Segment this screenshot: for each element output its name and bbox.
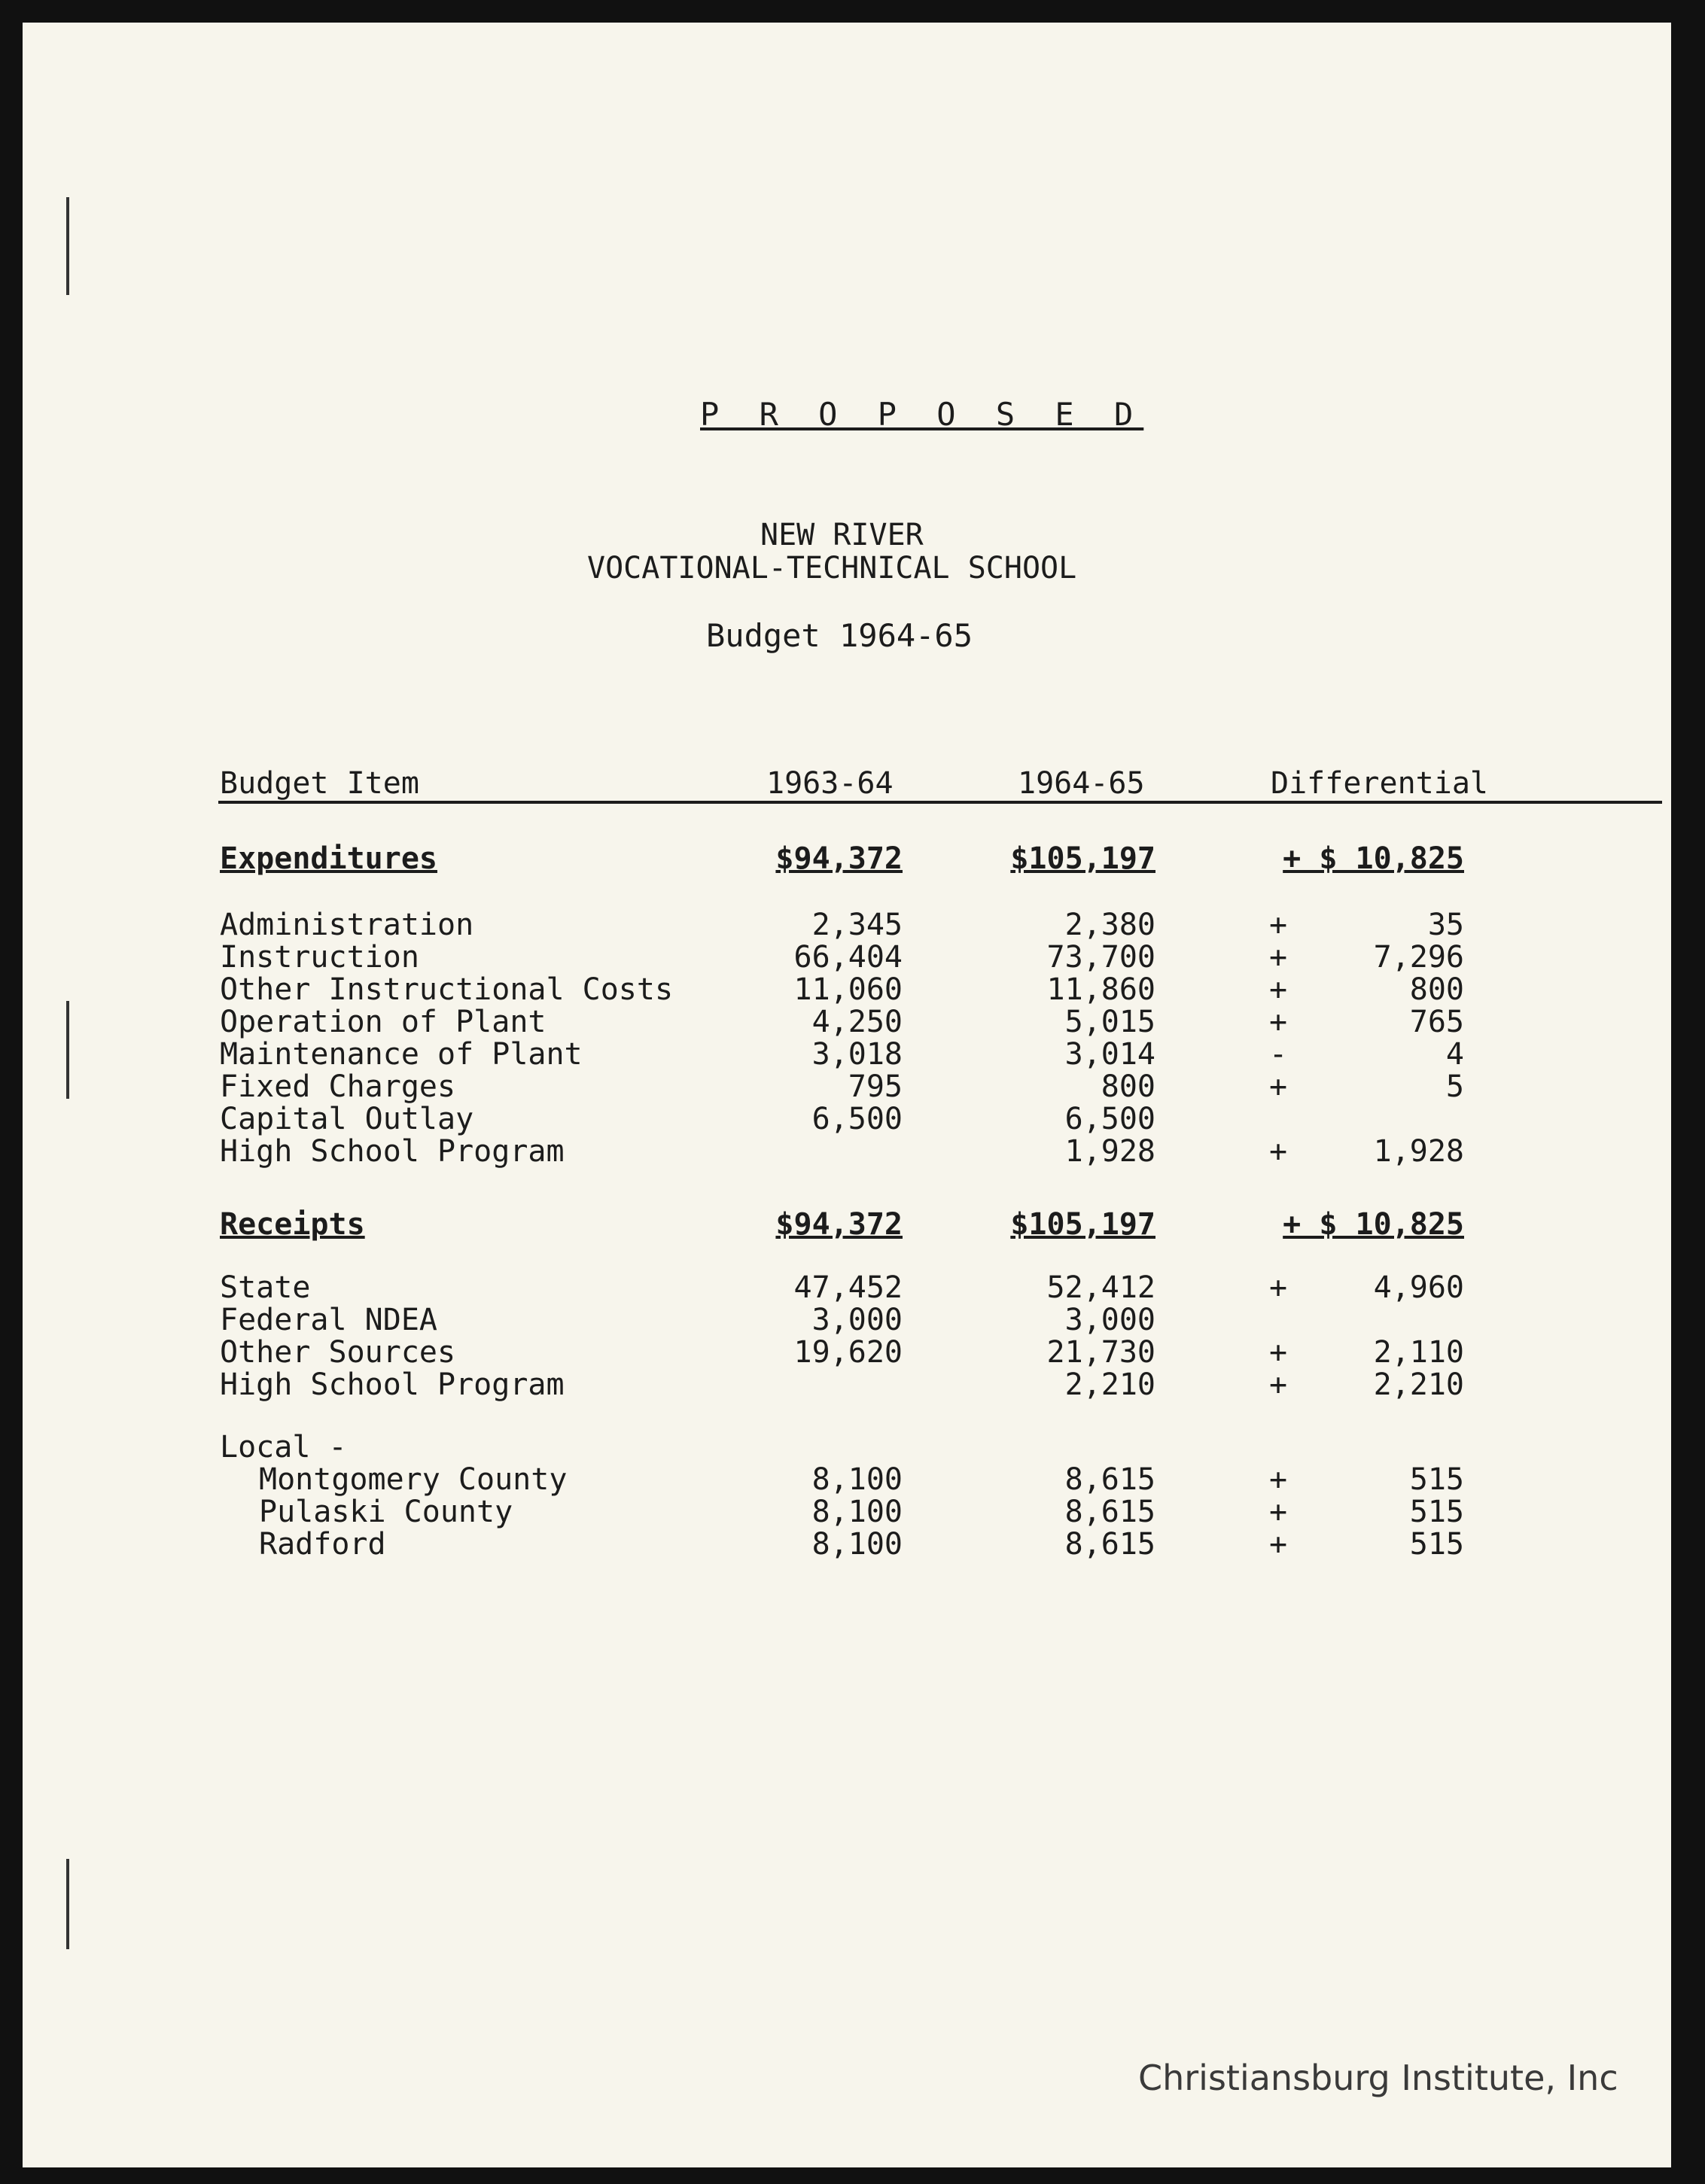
value-differential: + $ 10,825: [1283, 1207, 1464, 1242]
table-row: [0, 1430, 1705, 1463]
column-header-differential: Differential: [1271, 766, 1488, 801]
table-row: [0, 940, 1705, 973]
value-1964: $105,197: [1010, 1207, 1155, 1242]
value-1963: 11,060: [793, 972, 903, 1007]
table-row: [0, 1270, 1705, 1303]
value-differential: 5: [1445, 1069, 1464, 1104]
value-differential: 765: [1409, 1005, 1464, 1039]
item-label: Other Sources: [220, 1335, 456, 1370]
value-differential: 7,296: [1373, 940, 1464, 975]
table-row: [0, 1367, 1705, 1401]
value-1963: 19,620: [793, 1335, 903, 1370]
item-label: High School Program: [220, 1134, 565, 1169]
diff-sign: +: [1269, 908, 1288, 942]
table-row: [0, 841, 1705, 875]
item-label: Fixed Charges: [220, 1069, 456, 1104]
local-label: Local -: [220, 1430, 347, 1465]
watermark: Christiansburg Institute, Inc: [1138, 2058, 1618, 2098]
table-row: [0, 1102, 1705, 1135]
value-1964: 800: [1101, 1069, 1155, 1104]
value-differential: 800: [1409, 972, 1464, 1007]
table-row: [0, 1005, 1705, 1038]
value-1963: 3,018: [811, 1037, 903, 1072]
value-1963: $94,372: [775, 841, 903, 876]
document-title: P R O P O S E D: [700, 396, 1144, 433]
item-label: Other Instructional Costs: [220, 972, 674, 1007]
item-label: Pulaski County: [259, 1495, 513, 1529]
table-row: [0, 1037, 1705, 1070]
table-row: [0, 1303, 1705, 1336]
value-differential: 515: [1409, 1462, 1464, 1497]
item-label: Operation of Plant: [220, 1005, 547, 1039]
table-row: [0, 1335, 1705, 1368]
value-differential: 1,928: [1373, 1134, 1464, 1169]
table-row: [0, 908, 1705, 941]
value-1964: 8,615: [1064, 1495, 1155, 1529]
header-rule: [218, 801, 1662, 804]
section-label: Expenditures: [220, 841, 437, 876]
value-1964: 5,015: [1064, 1005, 1155, 1039]
value-1963: 795: [848, 1069, 903, 1104]
value-differential: 515: [1409, 1527, 1464, 1562]
diff-sign: +: [1269, 940, 1288, 975]
staple-mark: [66, 1859, 69, 1949]
column-header-1963: 1963-64: [766, 766, 894, 801]
column-header-item: Budget Item: [220, 766, 419, 801]
item-label: Federal NDEA: [220, 1303, 437, 1337]
table-row: [0, 1462, 1705, 1495]
org-name-line1: NEW RIVER: [760, 518, 924, 552]
value-1964: 6,500: [1064, 1102, 1155, 1136]
table-row: [0, 1495, 1705, 1528]
diff-sign: +: [1269, 1367, 1288, 1402]
diff-sign: +: [1269, 1134, 1288, 1169]
budget-title: Budget 1964-65: [706, 617, 973, 654]
value-differential: 4: [1445, 1037, 1464, 1072]
diff-sign: +: [1269, 1527, 1288, 1562]
item-label: Radford: [259, 1527, 386, 1562]
item-label: Capital Outlay: [220, 1102, 474, 1136]
value-1964: 11,860: [1046, 972, 1155, 1007]
value-1964: 3,000: [1064, 1303, 1155, 1337]
value-1963: $94,372: [775, 1207, 903, 1242]
value-1963: 8,100: [811, 1462, 903, 1497]
org-name-line2: VOCATIONAL-TECHNICAL SCHOOL: [587, 551, 1077, 586]
item-label: Administration: [220, 908, 474, 942]
diff-sign: +: [1269, 1069, 1288, 1104]
value-1963: 4,250: [811, 1005, 903, 1039]
value-1964: 73,700: [1046, 940, 1155, 975]
staple-mark: [66, 197, 69, 295]
value-1964: 1,928: [1064, 1134, 1155, 1169]
diff-sign: +: [1269, 1270, 1288, 1305]
value-1963: 3,000: [811, 1303, 903, 1337]
table-row: [0, 1069, 1705, 1103]
value-1964: 3,014: [1064, 1037, 1155, 1072]
item-label: Montgomery County: [259, 1462, 568, 1497]
value-1964: 8,615: [1064, 1527, 1155, 1562]
diff-sign: +: [1269, 1335, 1288, 1370]
table-row: [0, 1134, 1705, 1167]
value-1964: 2,380: [1064, 908, 1155, 942]
diff-sign: +: [1269, 1462, 1288, 1497]
table-row: [0, 972, 1705, 1005]
value-differential: 2,210: [1373, 1367, 1464, 1402]
value-1963: 2,345: [811, 908, 903, 942]
value-1963: 66,404: [793, 940, 903, 975]
column-header-1964: 1964-65: [1018, 766, 1145, 801]
value-1964: 21,730: [1046, 1335, 1155, 1370]
item-label: Maintenance of Plant: [220, 1037, 583, 1072]
table-row: [0, 1207, 1705, 1240]
value-1963: 47,452: [793, 1270, 903, 1305]
value-1963: 8,100: [811, 1527, 903, 1562]
diff-sign: +: [1269, 1005, 1288, 1039]
diff-sign: -: [1269, 1037, 1288, 1072]
value-1964: 2,210: [1064, 1367, 1155, 1402]
diff-sign: +: [1269, 972, 1288, 1007]
diff-sign: +: [1269, 1495, 1288, 1529]
value-1963: 6,500: [811, 1102, 903, 1136]
value-differential: + $ 10,825: [1283, 841, 1464, 876]
value-differential: 35: [1427, 908, 1464, 942]
value-1964: $105,197: [1010, 841, 1155, 876]
value-differential: 2,110: [1373, 1335, 1464, 1370]
value-1963: 8,100: [811, 1495, 903, 1529]
value-differential: 515: [1409, 1495, 1464, 1529]
item-label: High School Program: [220, 1367, 565, 1402]
item-label: Instruction: [220, 940, 419, 975]
value-differential: 4,960: [1373, 1270, 1464, 1305]
section-label: Receipts: [220, 1207, 365, 1242]
item-label: State: [220, 1270, 311, 1305]
value-1964: 8,615: [1064, 1462, 1155, 1497]
value-1964: 52,412: [1046, 1270, 1155, 1305]
table-row: [0, 1527, 1705, 1560]
